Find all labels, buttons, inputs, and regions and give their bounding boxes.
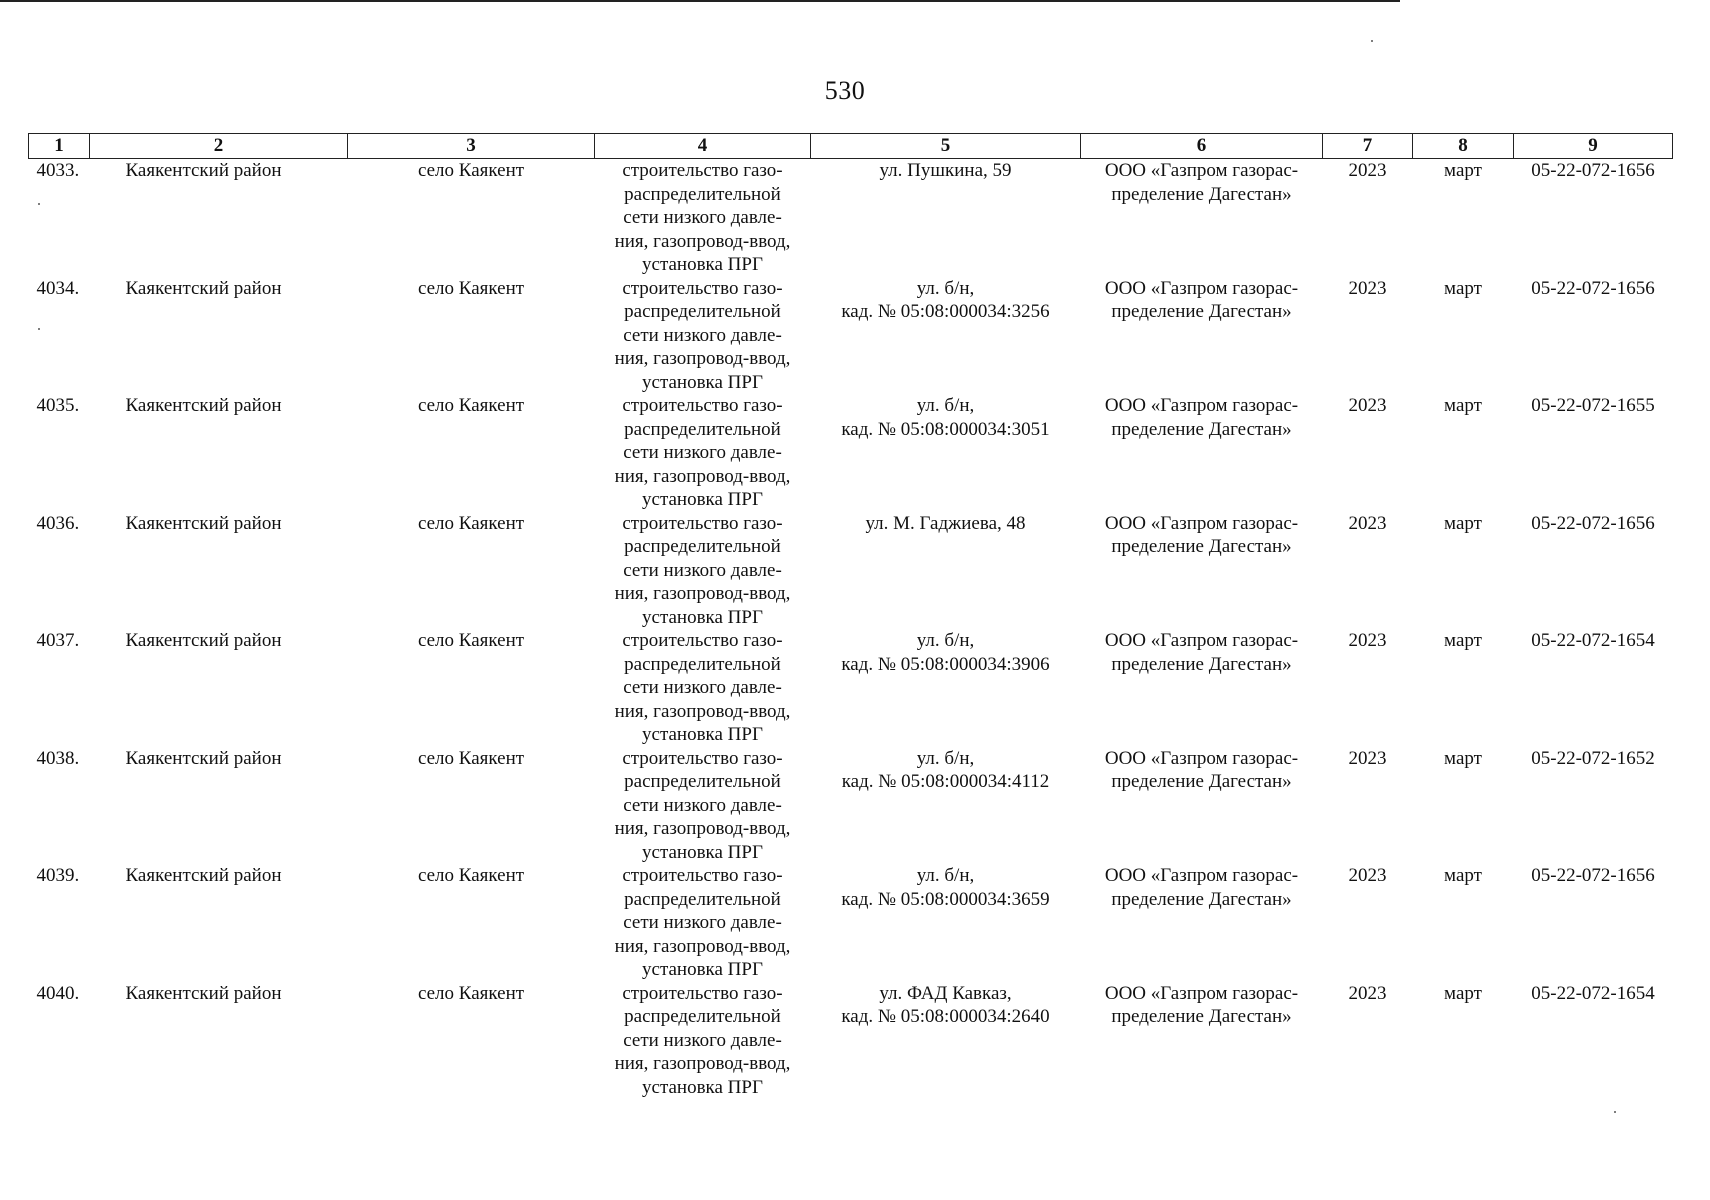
row-number-cell: 4034. xyxy=(36,277,80,299)
year-cell: 2023 xyxy=(1348,630,1387,651)
column-header-9: 9 xyxy=(1514,134,1673,159)
scan-speck xyxy=(38,203,40,205)
header-row xyxy=(29,134,1673,159)
organization-cell: ООО «Газпром газорас- пределение Дагестан» xyxy=(1104,512,1299,557)
year-cell: 2023 xyxy=(1348,747,1387,769)
code-cell: 05-22-072-1656 xyxy=(1531,865,1655,886)
address-cell: ул. ФАД Кавказ, кад. № 05:08:000034:2640 xyxy=(841,982,1050,1027)
month-cell: март xyxy=(1444,747,1482,769)
scan-speck xyxy=(1371,40,1373,42)
settlement-cell: село Каякент xyxy=(417,747,525,769)
row-number-cell: 4033. xyxy=(36,160,80,181)
address-cell: ул. б/н, кад. № 05:08:000034:4112 xyxy=(841,747,1050,792)
settlement-cell: село Каякент xyxy=(417,277,525,299)
address-cell: ул. б/н, кад. № 05:08:000034:3051 xyxy=(841,395,1050,440)
organization-cell: ООО «Газпром газорас- пределение Дагестан» xyxy=(1104,277,1299,322)
column-header-5: 5 xyxy=(811,134,1081,159)
code-cell: 05-22-072-1656 xyxy=(1531,160,1655,181)
month-cell: март xyxy=(1444,160,1482,181)
table-row xyxy=(29,394,1673,512)
code-cell: 05-22-072-1655 xyxy=(1531,395,1655,416)
district-cell: Каякентский район xyxy=(125,982,282,1004)
row-number-cell: 4037. xyxy=(36,630,80,651)
table-row xyxy=(29,747,1673,865)
organization-cell: ООО «Газпром газорас- пределение Дагестан» xyxy=(1104,747,1299,792)
year-cell: 2023 xyxy=(1348,395,1387,416)
year-cell: 2023 xyxy=(1348,865,1387,886)
page-number: 530 xyxy=(824,76,866,105)
work-description-cell: строительство газо- распределительной сети низкого давле- ния, газопровод-ввод, установка ПРГ xyxy=(614,277,791,393)
top-border-line xyxy=(0,0,1400,2)
settlement-cell: село Каякент xyxy=(417,512,525,534)
district-cell: Каякентский район xyxy=(125,277,282,299)
settlement-cell: село Каякент xyxy=(417,395,525,416)
scan-speck xyxy=(38,328,40,330)
work-description-cell: строительство газо- распределительной сети низкого давле- ния, газопровод-ввод, установка ПРГ xyxy=(614,747,791,863)
column-header-4: 4 xyxy=(595,134,811,159)
year-cell: 2023 xyxy=(1348,160,1387,181)
district-cell: Каякентский район xyxy=(125,512,282,534)
year-cell: 2023 xyxy=(1348,277,1387,299)
column-header-7: 7 xyxy=(1323,134,1413,159)
code-cell: 05-22-072-1654 xyxy=(1531,982,1655,1004)
table-row xyxy=(29,277,1673,395)
row-number-cell: 4036. xyxy=(36,512,80,534)
district-cell: Каякентский район xyxy=(125,395,282,416)
work-description-cell: строительство газо- распределительной сети низкого давле- ния, газопровод-ввод, установка ПРГ xyxy=(614,982,791,1098)
column-header-8: 8 xyxy=(1413,134,1514,159)
settlement-cell: село Каякент xyxy=(417,865,525,886)
row-number-cell: 4040. xyxy=(36,982,80,1004)
district-cell: Каякентский район xyxy=(125,865,282,886)
organization-cell: ООО «Газпром газорас- пределение Дагестан» xyxy=(1104,160,1299,205)
address-cell: ул. б/н, кад. № 05:08:000034:3659 xyxy=(841,865,1050,910)
month-cell: март xyxy=(1444,512,1482,534)
address-cell: ул. б/н, кад. № 05:08:000034:3256 xyxy=(841,277,1050,322)
register-table xyxy=(28,133,1673,1099)
month-cell: март xyxy=(1444,630,1482,651)
code-cell: 05-22-072-1656 xyxy=(1531,512,1655,534)
table-row xyxy=(29,159,1673,277)
year-cell: 2023 xyxy=(1348,982,1387,1004)
table-row xyxy=(29,864,1673,982)
settlement-cell: село Каякент xyxy=(417,982,525,1004)
district-cell: Каякентский район xyxy=(125,630,282,651)
year-cell: 2023 xyxy=(1348,512,1387,534)
organization-cell: ООО «Газпром газорас- пределение Дагестан» xyxy=(1104,630,1299,675)
code-cell: 05-22-072-1654 xyxy=(1531,630,1655,651)
work-description-cell: строительство газо- распределительной сети низкого давле- ния, газопровод-ввод, установка ПРГ xyxy=(614,160,791,275)
row-number-cell: 4039. xyxy=(36,865,80,886)
month-cell: март xyxy=(1444,395,1482,416)
settlement-cell: село Каякент xyxy=(417,630,525,651)
organization-cell: ООО «Газпром газорас- пределение Дагестан» xyxy=(1104,395,1299,440)
row-number-cell: 4035. xyxy=(36,395,80,416)
table-row xyxy=(29,982,1673,1100)
column-header-1: 1 xyxy=(29,134,90,159)
settlement-cell: село Каякент xyxy=(417,160,525,181)
work-description-cell: строительство газо- распределительной сети низкого давле- ния, газопровод-ввод, установка ПРГ xyxy=(614,630,791,745)
address-cell: ул. б/н, кад. № 05:08:000034:3906 xyxy=(841,630,1050,675)
month-cell: март xyxy=(1444,982,1482,1004)
organization-cell: ООО «Газпром газорас- пределение Дагестан» xyxy=(1104,982,1299,1027)
district-cell: Каякентский район xyxy=(125,747,282,769)
address-cell: ул. М. Гаджиева, 48 xyxy=(865,512,1026,534)
column-header-3: 3 xyxy=(348,134,595,159)
work-description-cell: строительство газо- распределительной сети низкого давле- ния, газопровод-ввод, установка ПРГ xyxy=(614,512,791,628)
work-description-cell: строительство газо- распределительной сети низкого давле- ния, газопровод-ввод, установка ПРГ xyxy=(614,395,791,510)
column-header-2: 2 xyxy=(90,134,348,159)
code-cell: 05-22-072-1656 xyxy=(1531,277,1655,299)
district-cell: Каякентский район xyxy=(125,160,282,181)
column-header-6: 6 xyxy=(1081,134,1323,159)
code-cell: 05-22-072-1652 xyxy=(1531,747,1655,769)
address-cell: ул. Пушкина, 59 xyxy=(879,160,1012,181)
table-row xyxy=(29,512,1673,630)
table-row xyxy=(29,629,1673,747)
month-cell: март xyxy=(1444,277,1482,299)
organization-cell: ООО «Газпром газорас- пределение Дагестан» xyxy=(1104,865,1299,910)
row-number-cell: 4038. xyxy=(36,747,80,769)
month-cell: март xyxy=(1444,865,1482,886)
scan-speck xyxy=(1614,1111,1616,1113)
work-description-cell: строительство газо- распределительной сети низкого давле- ния, газопровод-ввод, установка ПРГ xyxy=(614,865,791,980)
